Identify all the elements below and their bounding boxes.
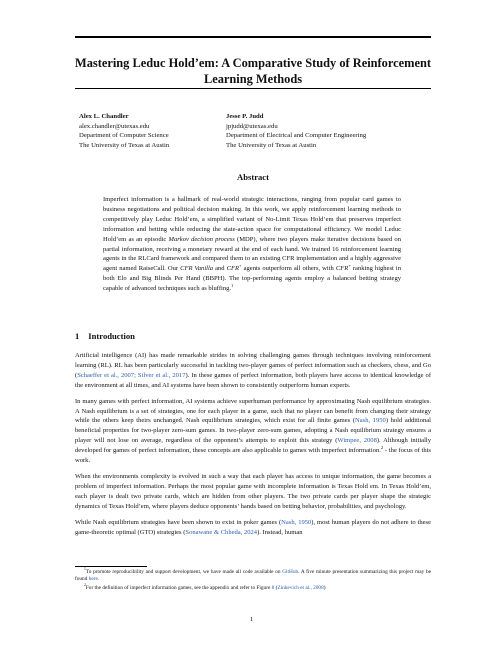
text-run: ( <box>274 584 278 591</box>
footnote-1 <box>75 569 431 584</box>
text-run: ). Although initially developed for games of perfect information, these concepts are also applicable to games with imperfect information. <box>75 437 431 455</box>
figure-link[interactable]: 8 <box>271 584 275 591</box>
github-link[interactable]: GitHub <box>282 569 299 575</box>
abstract-part: ranking highest in both Elo and Big Blinds Per Hand (BBPH). The top-performing agents employ a balanced betting strategy capable of advanced techniques such as bluffing. <box>103 265 401 293</box>
author-email: alex.chandler@utexas.edu <box>79 122 150 130</box>
section-heading <box>75 331 135 341</box>
paragraph <box>75 397 431 466</box>
text-run: ) <box>323 584 326 591</box>
abstract-part: Imperfect information is a hallmark of real-world strategic interactions, ranging from popular card games to business negotiations and political decision making. In this work, we apply reinforcement learning methods to competitively play Leduc Hold’em, a simplified variant of No-Limit Texas Hold’em that preserves imperfect information and betting while reducing the state-action space for computational efficiency. We model Leduc Hold’em as an episodic <box>103 196 401 243</box>
abstract-italic-term: CFR <box>335 265 349 273</box>
abstract-italic-term: Markov decision process <box>168 235 235 243</box>
abstract-part: (MDP), where two players make iterative decisions based on partial information, receiving a monetary reward at the end of each hand. We trained 16 reinforcement learning agents in the RLCard framework and compared them to an existing CFR implementation and a highly aggressive agent named RaiseCall. Our <box>103 235 401 273</box>
author-name: Alex L. Chandler <box>79 113 129 120</box>
text-run: ), most human players do not adhere to these game-theoretic optimal (GTO) strategies ( <box>75 518 431 536</box>
footnote-mark[interactable]: 2 <box>380 444 384 450</box>
abstract-part: agents outperform all others, with <box>241 265 336 273</box>
text-run: While Nash equilibrium strategies have been shown to exist in poker games ( <box>75 518 282 526</box>
author-department: Department of Computer Science <box>79 132 169 139</box>
paragraph <box>75 518 431 538</box>
text-run: To promote reproducibility and support development, we have made all code available on <box>85 569 283 575</box>
author-department: Department of Electrical and Computer Engineering <box>226 132 367 139</box>
citation-link[interactable]: Nash, 1950 <box>281 518 312 526</box>
author-block-1 <box>79 112 169 150</box>
footnotes <box>75 569 431 593</box>
text-run: Artificial intelligence (AI) has made remarkable strides in solving challenging games through techniques involving reinforcement learning (RL). RL has been particularly successful in tackling two-player games of perfect information such as checkers, chess, and Go ( <box>75 352 431 379</box>
footnote-2 <box>75 585 431 592</box>
footnote-mark: 1 <box>231 282 234 288</box>
text-run: . <box>97 576 100 583</box>
text-run: In many games with perfect information, AI systems achieve superhuman performance by approximating Nash equilibrium strategies. A Nash equilibrium is a set of strategies, one for each player in a game, such that no player can benefit from changing their strategy while the others keep theirs unchanged. Nash equilibrium strategies, which exist for all finite games ( <box>75 397 431 425</box>
abstract-text <box>103 195 401 294</box>
footnote-mark: 2 <box>84 583 86 588</box>
footnote-mark: 1 <box>84 567 86 572</box>
text-run: For the definition of imperfect information games, see the appendix and refer to Figure <box>85 584 272 591</box>
abstract-italic-term: CFR Vanilla <box>180 265 214 273</box>
citation-link[interactable]: Nash, 1950 <box>355 417 386 425</box>
title-bottom-rule <box>75 88 431 89</box>
text-run: ) hold additional beneficial properties for two-player zero-sum games. In two-player zero-sum games, adopting a Nash equilibrium strategy ensures a player will not lose on average, regardless of the opponent’s attempts to exploit this strategy ( <box>75 417 432 445</box>
abstract-italic-term: CFR <box>226 265 239 273</box>
text-run: ). Instead, human <box>257 528 303 536</box>
text-run: - the focus of this work. <box>75 447 431 465</box>
citation-link[interactable]: Wimpee, 2008 <box>337 437 377 445</box>
section-number: 1 <box>75 331 80 341</box>
author-block-2 <box>226 112 366 150</box>
text-run: . A five minute presentation summarizing this project may be found <box>75 569 432 583</box>
abstract-part: and <box>213 265 227 273</box>
citation-link[interactable]: Sonawane & Chheda, 2024 <box>185 528 258 536</box>
abstract-heading: Abstract <box>237 172 269 182</box>
paragraph <box>75 351 431 391</box>
superscript-plus: + <box>348 263 351 269</box>
citation-link[interactable]: Schaeffer et al., 2007; Silver et al., 2017 <box>77 371 186 379</box>
paper-title: Mastering Leduc Hold’em: A Comparative Study of Reinforcement Learning Methods <box>75 56 431 86</box>
paragraph: When the environments complexity is evolved in such a way that each player has access to unique information, the game becomes a problem of imperfect information. Perhaps the most popular game with incomplete information is Texas Hold em. In Texas Hold’em, each player is dealt two private cards, which are hidden from other players. The two private cards per player shape the strategic dynamics of Texas Hold’em, where players deduce opponents’ hands based on betting behavior, probabilities, and psychology. <box>75 472 431 510</box>
page-number: 1 <box>249 616 254 623</box>
presentation-link[interactable]: here <box>88 576 98 583</box>
author-name: Jesse P. Judd <box>226 113 264 120</box>
title-top-rule <box>75 36 431 38</box>
author-institution: The University of Texas at Austin <box>79 141 170 149</box>
intro-body <box>75 351 431 543</box>
author-email: jpjudd@utexas.edu <box>226 122 278 130</box>
author-institution: The University of Texas at Austin <box>226 141 317 149</box>
citation-link[interactable]: Zinkevich et al., 2008 <box>277 584 324 591</box>
section-title: Introduction <box>88 331 135 341</box>
superscript-plus: + <box>238 263 242 269</box>
text-run: ). In these games of perfect information, both players have access to identical knowledge of the environment at all times, and AI systems have been shown to consistently outperform human experts. <box>75 371 432 389</box>
